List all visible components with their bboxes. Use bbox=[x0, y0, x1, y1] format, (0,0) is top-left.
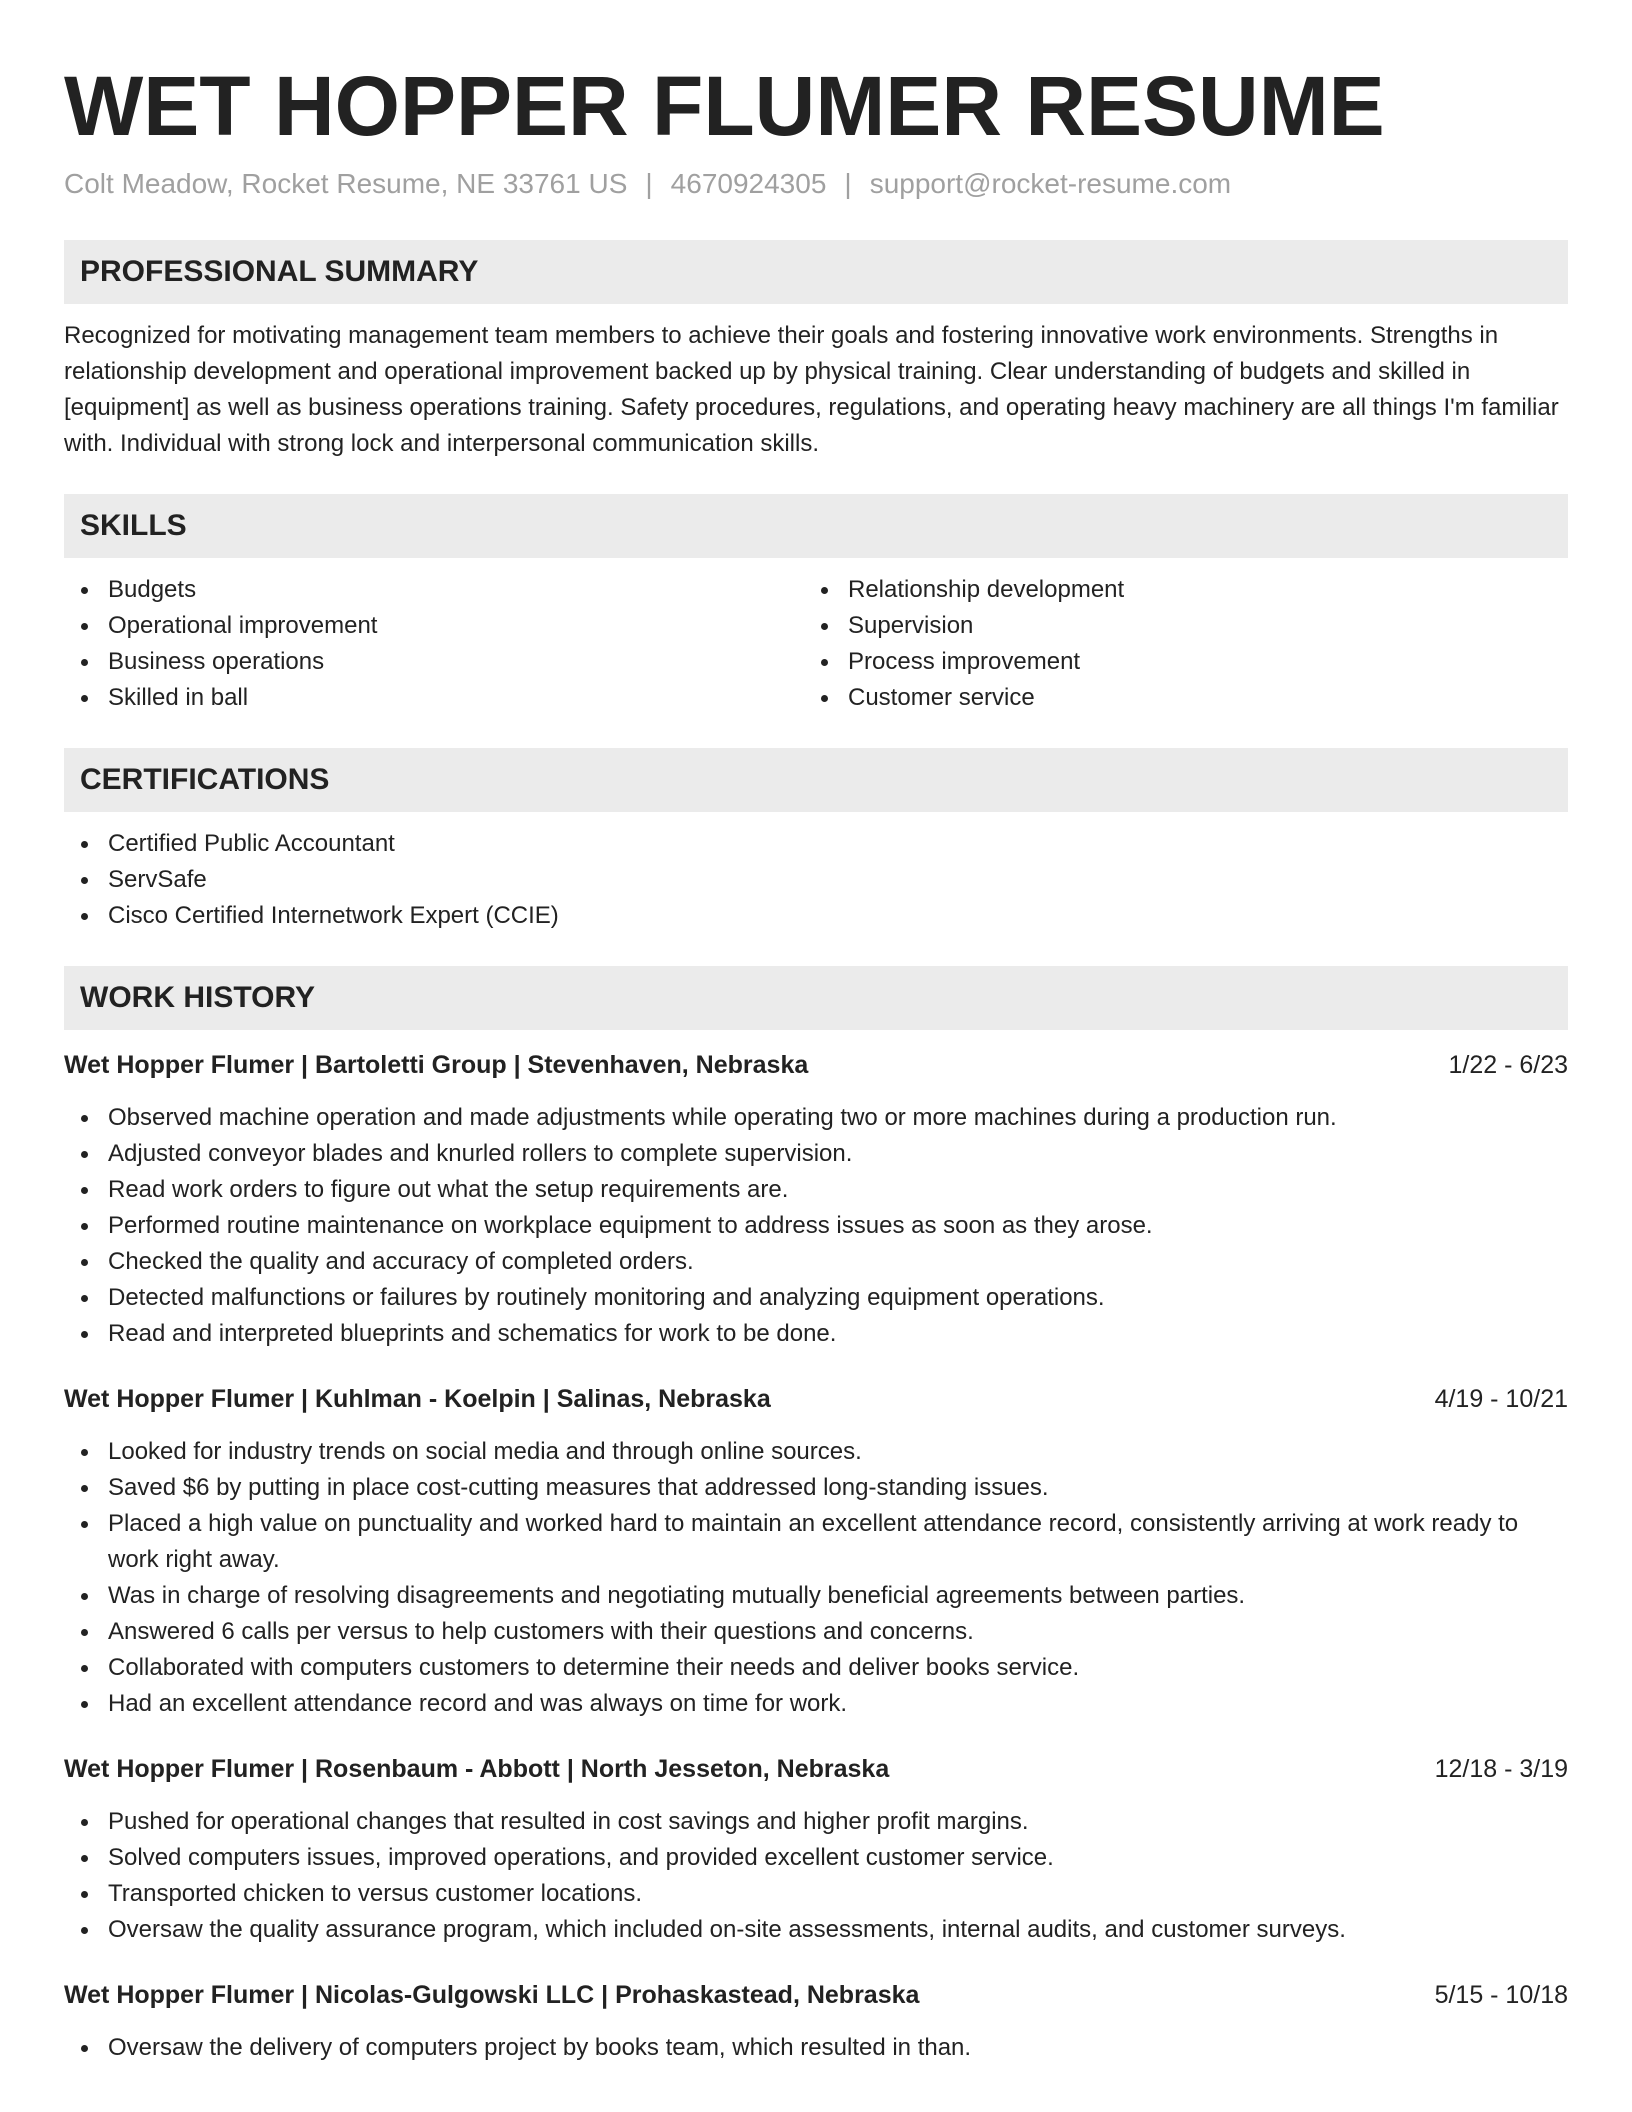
certifications-list bbox=[64, 826, 1568, 934]
job-bullet: Saved $6 by putting in place cost-cutting measures that addressed long-standing issues. bbox=[64, 1470, 1568, 1506]
job-entry bbox=[64, 1978, 1568, 2066]
job-bullet: Oversaw the quality assurance program, which included on-site assessments, internal audits, and customer surveys. bbox=[64, 1912, 1568, 1948]
skills-column-right bbox=[804, 572, 1544, 716]
job-header bbox=[64, 1048, 1568, 1082]
job-bullet: Answered 6 calls per versus to help customers with their questions and concerns. bbox=[64, 1614, 1568, 1650]
skills-list-right bbox=[804, 572, 1544, 716]
job-bullets bbox=[64, 1804, 1568, 1948]
job-title: Wet Hopper Flumer | Rosenbaum - Abbott | North Jesseton, Nebraska bbox=[64, 1755, 890, 1783]
skill-item: Relationship development bbox=[804, 572, 1544, 608]
job-bullet: Read and interpreted blueprints and schematics for work to be done. bbox=[64, 1316, 1568, 1352]
job-header bbox=[64, 1382, 1568, 1416]
contact-separator: | bbox=[844, 168, 852, 199]
job-bullets bbox=[64, 1434, 1568, 1722]
job-bullet: Was in charge of resolving disagreements and negotiating mutually beneficial agreements between parties. bbox=[64, 1578, 1568, 1614]
certification-item: Certified Public Accountant bbox=[64, 826, 1568, 862]
skill-item: Business operations bbox=[64, 644, 804, 680]
resume-title: WET HOPPER FLUMER RESUME bbox=[64, 59, 1385, 153]
skill-item: Process improvement bbox=[804, 644, 1544, 680]
job-bullets bbox=[64, 1100, 1568, 1352]
contact-address: Colt Meadow, Rocket Resume, NE 33761 US bbox=[64, 168, 628, 199]
job-bullets bbox=[64, 2030, 1568, 2066]
job-entry bbox=[64, 1048, 1568, 1352]
job-title: Wet Hopper Flumer | Nicolas-Gulgowski LLC | Prohaskastead, Nebraska bbox=[64, 1981, 920, 2009]
skill-item: Supervision bbox=[804, 608, 1544, 644]
contact-phone: 4670924305 bbox=[670, 168, 827, 199]
skill-item: Customer service bbox=[804, 680, 1544, 716]
job-header bbox=[64, 1752, 1568, 1786]
job-bullet: Detected malfunctions or failures by routinely monitoring and analyzing equipment operations. bbox=[64, 1280, 1568, 1316]
job-bullet: Collaborated with computers customers to determine their needs and deliver books service. bbox=[64, 1650, 1568, 1686]
section-heading-summary: PROFESSIONAL SUMMARY bbox=[64, 240, 1568, 304]
job-dates: 12/18 - 3/19 bbox=[1434, 1755, 1568, 1783]
skills-column-left bbox=[64, 572, 804, 716]
job-entry bbox=[64, 1752, 1568, 1948]
section-heading-skills: SKILLS bbox=[64, 494, 1568, 558]
skills-list-left bbox=[64, 572, 804, 716]
contact-line bbox=[64, 166, 1568, 202]
skills-grid bbox=[64, 572, 1568, 716]
job-bullet: Adjusted conveyor blades and knurled rollers to complete supervision. bbox=[64, 1136, 1568, 1172]
job-entry bbox=[64, 1382, 1568, 1722]
job-bullet: Checked the quality and accuracy of completed orders. bbox=[64, 1244, 1568, 1280]
contact-separator: | bbox=[645, 168, 653, 199]
contact-email: support@rocket-resume.com bbox=[869, 168, 1232, 199]
job-bullet: Placed a high value on punctuality and worked hard to maintain an excellent attendance record, consistently arriving at work ready to work right away. bbox=[64, 1506, 1568, 1578]
job-bullet: Had an excellent attendance record and was always on time for work. bbox=[64, 1686, 1568, 1722]
job-header bbox=[64, 1978, 1568, 2012]
job-bullet: Performed routine maintenance on workplace equipment to address issues as soon as they arose. bbox=[64, 1208, 1568, 1244]
skill-item: Operational improvement bbox=[64, 608, 804, 644]
summary-text: Recognized for motivating management team members to achieve their goals and fostering innovative work environments. Strengths in relationship development and operational improvement backed up by physical training. Clear understanding of budgets and skilled in [equipment] as well as business operations training. Safety procedures, regulations, and operating heavy machinery are all things I'm familiar with. Individual with strong lock and interpersonal communication skills. bbox=[64, 322, 1559, 457]
job-bullet: Solved computers issues, improved operations, and provided excellent customer service. bbox=[64, 1840, 1568, 1876]
job-dates: 4/19 - 10/21 bbox=[1434, 1385, 1568, 1413]
certification-item: ServSafe bbox=[64, 862, 1568, 898]
job-bullet: Read work orders to figure out what the setup requirements are. bbox=[64, 1172, 1568, 1208]
job-dates: 1/22 - 6/23 bbox=[1448, 1051, 1568, 1079]
job-bullet: Transported chicken to versus customer locations. bbox=[64, 1876, 1568, 1912]
job-bullet: Observed machine operation and made adjustments while operating two or more machines during a production run. bbox=[64, 1100, 1568, 1136]
skill-item: Skilled in ball bbox=[64, 680, 804, 716]
section-heading-work-history: WORK HISTORY bbox=[64, 966, 1568, 1030]
job-bullet: Oversaw the delivery of computers project by books team, which resulted in than. bbox=[64, 2030, 1568, 2066]
certification-item: Cisco Certified Internetwork Expert (CCIE) bbox=[64, 898, 1568, 934]
job-title: Wet Hopper Flumer | Bartoletti Group | Stevenhaven, Nebraska bbox=[64, 1051, 809, 1079]
job-dates: 5/15 - 10/18 bbox=[1434, 1981, 1568, 2009]
job-title: Wet Hopper Flumer | Kuhlman - Koelpin | Salinas, Nebraska bbox=[64, 1385, 771, 1413]
job-bullet: Pushed for operational changes that resulted in cost savings and higher profit margins. bbox=[64, 1804, 1568, 1840]
skill-item: Budgets bbox=[64, 572, 804, 608]
job-bullet: Looked for industry trends on social media and through online sources. bbox=[64, 1434, 1568, 1470]
section-heading-certifications: CERTIFICATIONS bbox=[64, 748, 1568, 812]
